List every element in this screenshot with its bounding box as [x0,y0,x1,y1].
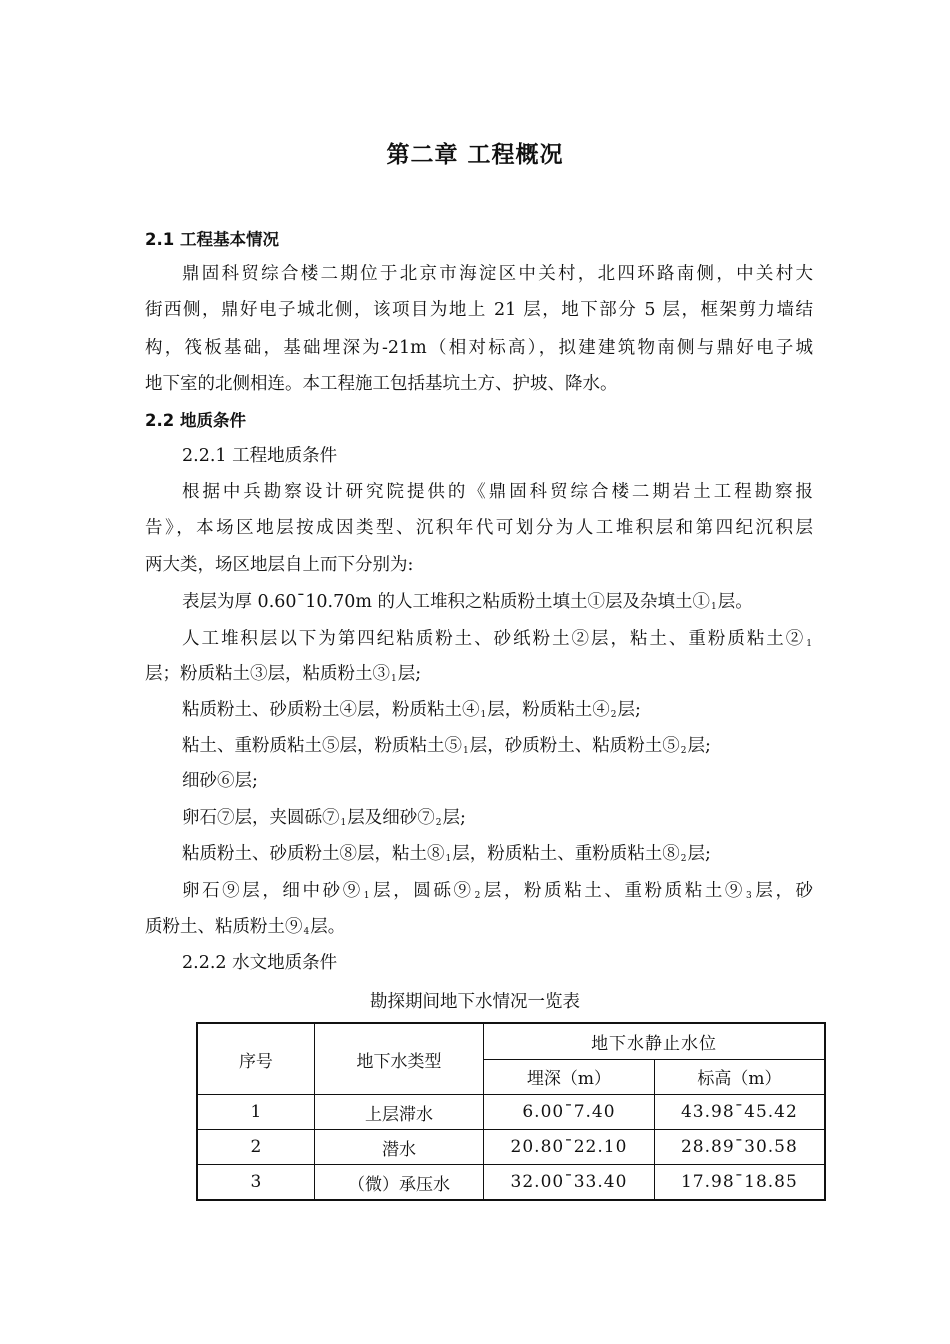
text: 层，砂 [752,881,814,901]
subscript: 1 [480,710,487,720]
cell-type: 上层滞水 [314,1095,483,1130]
text: 人工堆积层以下为第四纪粘质粉土、砂纸粉土②层，粘土、重粉质粘土② [182,629,806,649]
subsection-heading-2-2-1: 2.2.1 工程地质条件 [182,446,338,466]
table-row [197,1130,825,1165]
cell-elevation: 28.89¯30.58 [654,1130,825,1165]
subscript: 2 [680,854,687,864]
paragraph-line: 两大类，场区地层自上而下分别为: [145,555,414,575]
paragraph-line: 告》，本场区地层按成因类型、沉积年代可划分为人工堆积层和第四纪沉积层 [145,518,813,538]
cell-index: 3 [197,1165,314,1201]
text: 层；粉质粘土③层，粘质粉土③ [145,664,390,684]
paragraph-line: 地下室的北侧相连。本工程施工包括基坑土方、护坡、降水。 [145,374,618,394]
header-index: 序号 [197,1023,314,1095]
text: 层，粉质粘土、重粉质粘土⑧ [452,844,680,864]
subscript: 2 [680,746,687,756]
stratum-line [145,662,813,686]
stratum-line [182,806,813,830]
header-depth: 埋深（m） [484,1059,655,1095]
text: 卵石⑨层，细中砂⑨ [182,881,363,901]
text: 质粉土、粘质粉土⑨ [145,917,303,937]
subsection-heading-2-2-2: 2.2.2 水文地质条件 [182,953,338,973]
stratum-line [182,698,813,722]
subscript: 2 [610,710,617,720]
cell-index: 1 [197,1095,314,1130]
stratum-line [182,769,813,793]
header-group: 地下水静止水位 [484,1023,825,1059]
text: 层; [687,736,711,756]
subscript: 1 [340,818,347,828]
subscript: 1 [391,674,397,684]
subscript: 2 [435,818,442,828]
text: 层; [617,700,641,720]
text: 层，砂质粉土、粘质粉土⑤ [469,736,680,756]
text: 粘质粉土、砂质粉土⑧层，粘土⑧ [182,844,445,864]
paragraph-line: 街西侧，鼎好电子城北侧，该项目为地上 21 层，地下部分 5 层，框架剪力墙结 [145,300,813,320]
section-heading-2-2: 2.2 地质条件 [145,411,246,430]
cell-depth: 6.00¯7.40 [484,1095,655,1130]
subscript: 2 [474,891,481,901]
paragraph-line: 鼎固科贸综合楼二期位于北京市海淀区中关村，北四环路南侧，中关村大 [182,264,813,284]
groundwater-table [196,1022,826,1201]
text: 层; [397,664,422,684]
text: 层，粉质粘土、重粉质粘土⑨ [481,881,746,901]
subscript: 1 [711,602,717,612]
cell-type: 潜水 [314,1130,483,1165]
text: 层; [442,808,466,828]
text: 层; [687,844,711,864]
subscript: 1 [806,639,812,649]
table-caption: 勘探期间地下水情况一览表 [370,992,580,1012]
table-row [197,1165,825,1201]
subscript: 1 [445,854,452,864]
cell-elevation: 17.98¯18.85 [654,1165,825,1201]
text: 层，圆砾⑨ [370,881,474,901]
text: 层。 [717,592,753,612]
text: 层，粉质粘土④ [487,700,610,720]
paragraph-line: 构，筏板基础，基础埋深为-21m（相对标高），拟建建筑物南侧与鼎好电子城 [145,338,813,358]
header-elevation: 标高（m） [654,1059,825,1095]
section-heading-2-1: 2.1 工程基本情况 [145,230,279,249]
text: 层。 [310,917,346,937]
cell-depth: 20.80¯22.10 [484,1130,655,1165]
subscript: 1 [463,746,469,756]
table-row [197,1095,825,1130]
chapter-title: 第二章 工程概况 [386,142,564,168]
subscript: 4 [303,927,310,937]
cell-index: 2 [197,1130,314,1165]
cell-depth: 32.00¯33.40 [484,1165,655,1201]
stratum-line [182,590,813,614]
cell-elevation: 43.98¯45.42 [654,1095,825,1130]
text: 粘土、重粉质粘土⑤层，粉质粘土⑤ [182,736,462,756]
stratum-line [145,915,813,939]
stratum-line [182,734,813,758]
text: 粘质粉土、砂质粉土④层，粉质粘土④ [182,700,480,720]
stratum-line [182,879,813,903]
paragraph-line: 根据中兵勘察设计研究院提供的《鼎固科贸综合楼二期岩土工程勘察报 [182,482,813,502]
header-type: 地下水类型 [314,1023,483,1095]
text: 表层为厚 0.60¯10.70m 的人工堆积之粘质粉土填土①层及杂填土① [182,592,711,612]
text: 细砂⑥层; [182,771,258,791]
text: 卵石⑦层，夹圆砾⑦ [182,808,340,828]
text: 层及细砂⑦ [347,808,435,828]
subscript: 3 [746,891,752,901]
table-header-row [197,1023,825,1059]
stratum-line [182,627,813,651]
stratum-line [182,842,813,866]
cell-type: （微）承压水 [314,1165,483,1201]
subscript: 1 [363,891,370,901]
